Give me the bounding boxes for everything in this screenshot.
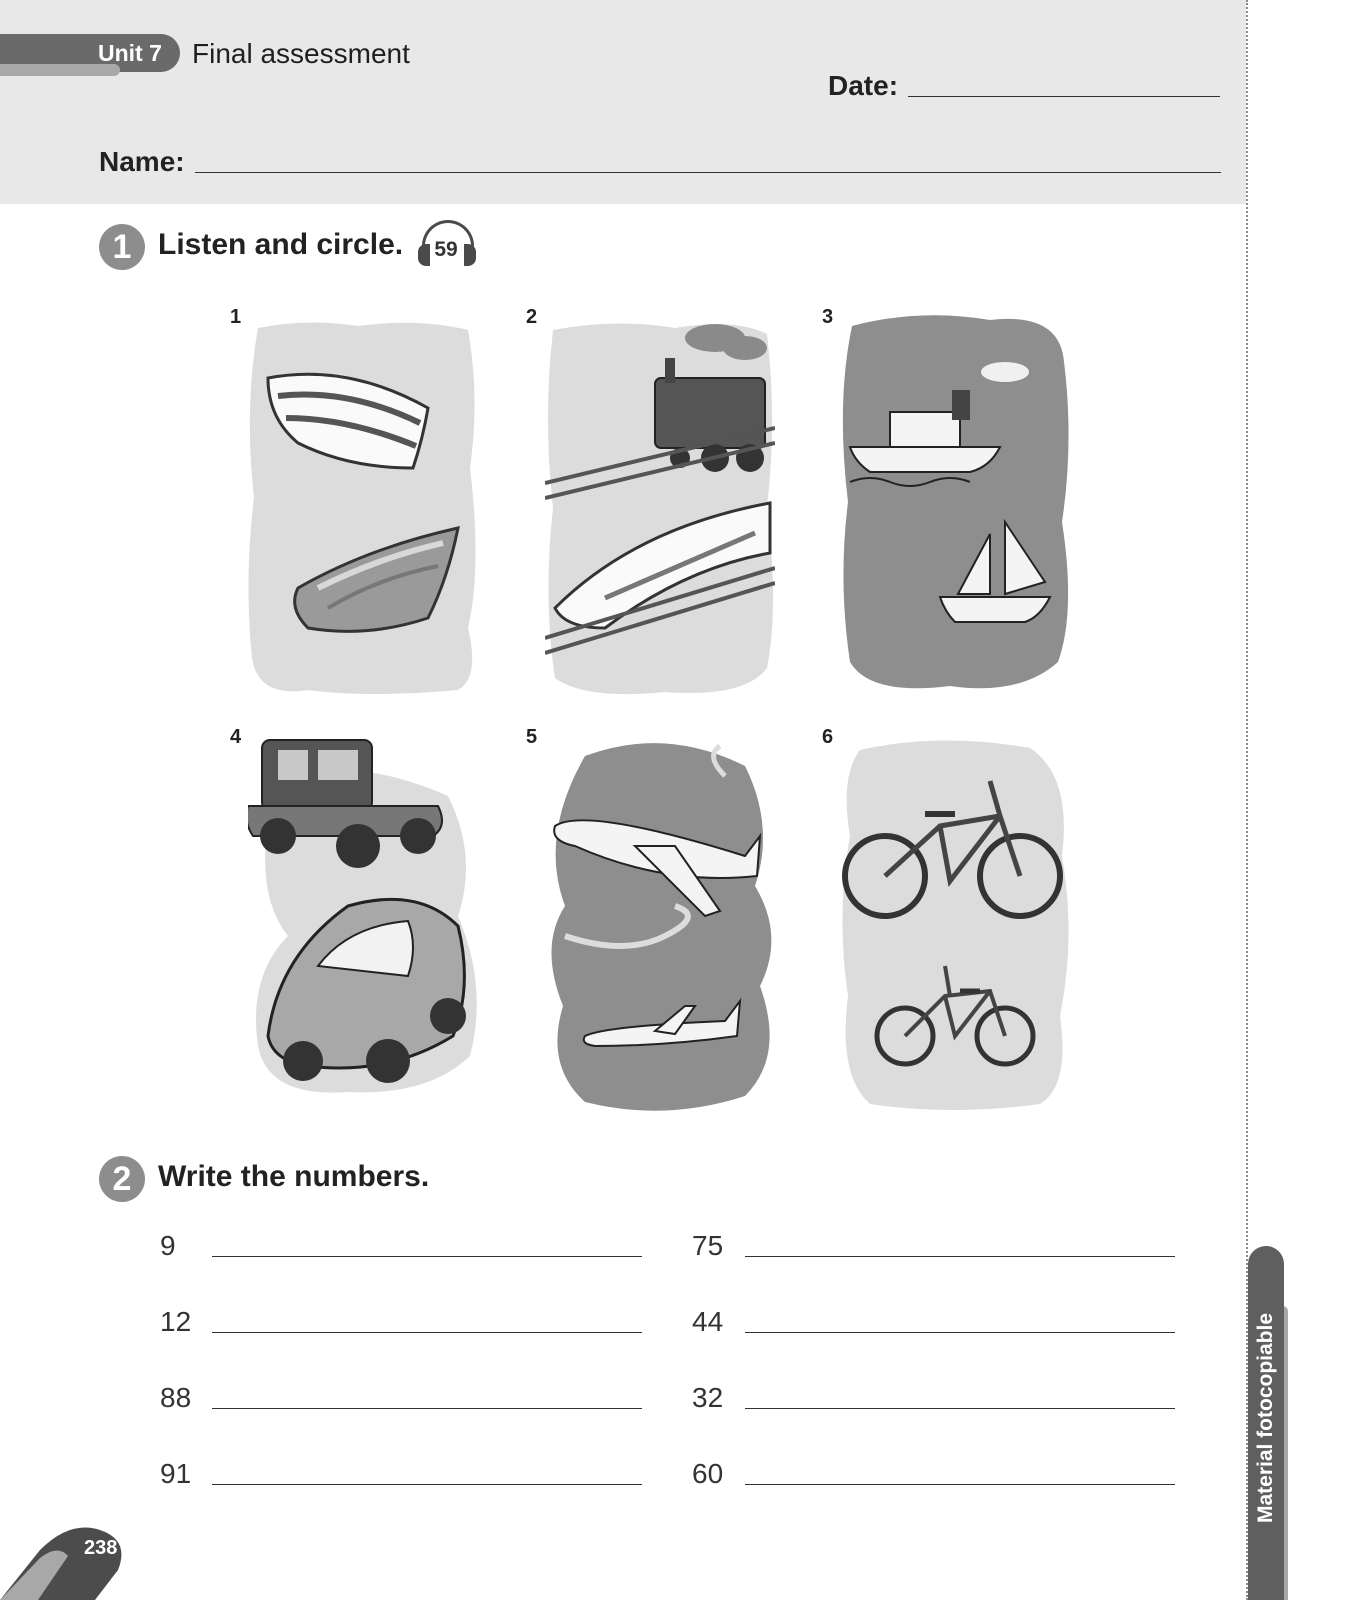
number-prompt: 12	[160, 1306, 192, 1337]
answer-line[interactable]	[745, 1484, 1175, 1485]
picture-bikes[interactable]	[840, 736, 1070, 1116]
date-label: Date:	[828, 70, 899, 101]
picture-ships[interactable]	[840, 312, 1070, 692]
date-field[interactable]	[908, 96, 1220, 97]
picture-planes[interactable]	[545, 736, 775, 1116]
track-number: 59	[434, 238, 458, 261]
picture-trains[interactable]	[545, 318, 775, 698]
page-title: Final assessment	[192, 38, 410, 69]
number-prompt: 9	[160, 1230, 176, 1261]
number-prompt: 88	[160, 1382, 192, 1413]
headphones-icon	[416, 218, 476, 268]
answer-line[interactable]	[212, 1256, 642, 1257]
page-corner	[0, 1500, 140, 1600]
page-number: 238	[84, 1537, 118, 1559]
answer-line[interactable]	[745, 1256, 1175, 1257]
header-band	[0, 0, 1246, 204]
answer-line[interactable]	[212, 1484, 642, 1485]
answer-line[interactable]	[745, 1332, 1175, 1333]
exercise-2-title: Write the numbers.	[158, 1160, 430, 1193]
exercise-1-title: Listen and circle.	[158, 228, 404, 261]
name-field[interactable]	[195, 172, 1221, 173]
exercise-1-number: 1	[99, 224, 145, 270]
picture-label-5: 5	[526, 726, 538, 748]
photocopiable-label: Material fotocopiable	[1254, 1312, 1277, 1524]
number-prompt: 32	[692, 1382, 724, 1413]
picture-label-3: 3	[822, 306, 834, 328]
unit-label: Unit 7	[98, 40, 162, 66]
name-label: Name:	[99, 146, 185, 177]
picture-label-6: 6	[822, 726, 834, 748]
number-prompt: 44	[692, 1306, 724, 1337]
number-prompt: 91	[160, 1458, 192, 1489]
exercise-2-number: 2	[99, 1156, 145, 1202]
number-prompt: 60	[692, 1458, 724, 1489]
picture-cars[interactable]	[248, 736, 478, 1116]
number-prompt: 75	[692, 1230, 724, 1261]
answer-line[interactable]	[212, 1332, 642, 1333]
picture-boats[interactable]	[248, 318, 478, 698]
answer-line[interactable]	[745, 1408, 1175, 1409]
answer-line[interactable]	[212, 1408, 642, 1409]
picture-label-4: 4	[230, 726, 242, 748]
picture-label-1: 1	[230, 306, 242, 328]
picture-label-2: 2	[526, 306, 538, 328]
